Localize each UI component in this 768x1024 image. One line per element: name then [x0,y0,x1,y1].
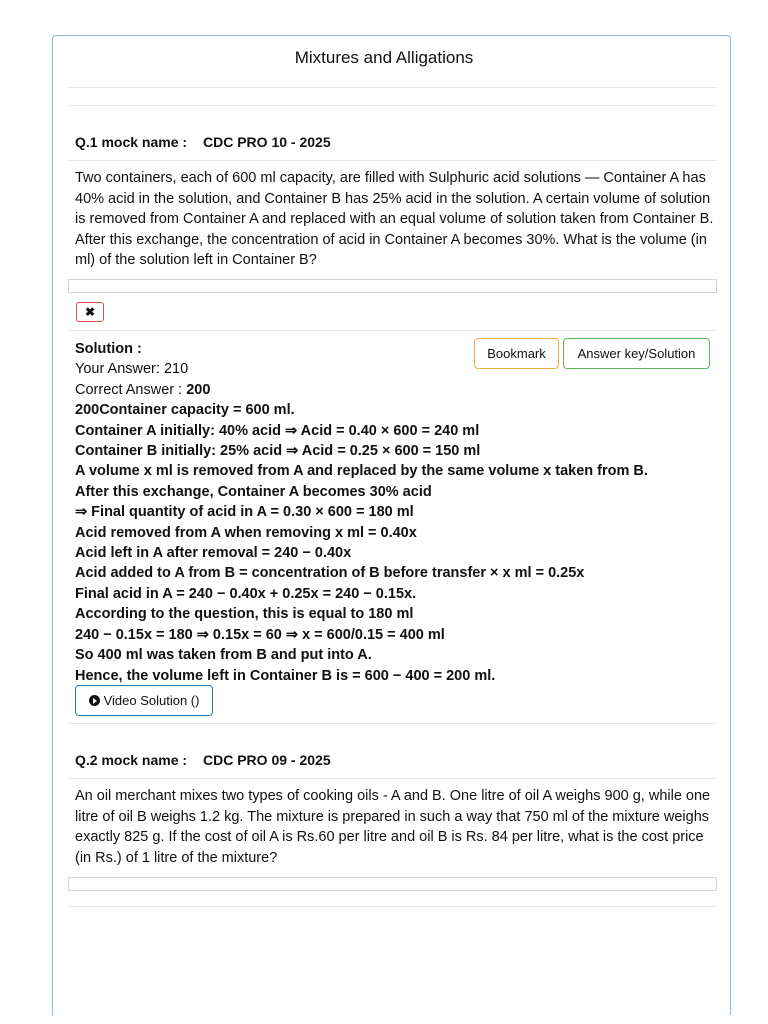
correct-answer: Correct Answer : 200 [75,381,211,398]
solution-line: So 400 ml was taken from B and put into A. [75,647,372,664]
q2-label: Q.2 mock name : [75,752,188,768]
solution-line: Hence, the volume left in Container B is = 600 − 400 = 200 ml. [75,667,496,684]
q1-header [75,134,331,150]
q2-answer-area [68,877,717,891]
divider [68,723,717,724]
solution-line: Acid added to A from B = concentration of B before transfer × x ml = 0.25x [75,565,585,582]
solution-line: ⇒ Final quantity of acid in A = 0.30 × 600 = 180 ml [75,504,414,521]
divider [68,906,717,907]
divider [68,105,717,106]
close-icon: ✖ [84,305,96,319]
solution-line: Container B initially: 25% acid ⇒ Acid = 0.25 × 600 = 150 ml [75,443,481,460]
your-answer: Your Answer: 210 [75,361,189,378]
divider [68,160,717,161]
solution-heading: Solution : [75,341,142,357]
bookmark-button[interactable]: Bookmark [474,338,559,369]
q2-header [75,752,331,768]
q2-question-text: An oil merchant mixes two types of cooking oils - A and B. One litre of oil A weighs 900 g, while one litre of oil B weighs 1.2 kg. The mixture is prepared in such a way that 750 ml of the mixture weighs exactly 825 g. If the cost of oil A is Rs.60 per litre and oil B is Rs. 84 per litre, what is the cost price (in Rs.) of 1 litre of the mixture? [75,788,711,866]
solution-line: A volume x ml is removed from A and replaced by the same volume x taken from B. [75,463,648,480]
solution-line: After this exchange, Container A becomes 30% acid [75,483,432,500]
solution-line: 200Container capacity = 600 ml. [75,402,295,419]
solution-line: According to the question, this is equal to 180 ml [75,606,414,623]
page-title: Mixtures and Alligations [294,48,474,67]
correct-answer-value: 200 [186,381,211,398]
your-answer-value: 210 [163,361,189,378]
divider [68,778,717,779]
solution-line: Final acid in A = 240 − 0.40x + 0.25x = 240 − 0.15x. [75,585,417,602]
q2-mock-name: CDC PRO 09 - 2025 [203,752,331,768]
play-circle-icon [89,695,100,706]
video-solution-label: Video Solution () [103,693,200,708]
q1-label: Q.1 mock name : [75,134,188,150]
answer-key-button[interactable]: Answer key/Solution [563,338,710,369]
solution-line: Acid removed from A when removing x ml = 0.40x [75,524,417,541]
solution-section [75,339,715,686]
divider [68,87,717,88]
solution-line: Acid left in A after removal = 240 − 0.40x [75,545,352,562]
wrong-answer-badge [76,302,104,322]
divider [68,330,717,331]
video-solution-button[interactable] [75,685,213,716]
q1-mock-name: CDC PRO 10 - 2025 [203,134,331,150]
q1-answer-area [68,279,717,293]
solution-line: Container A initially: 40% acid ⇒ Acid = 0.40 × 600 = 240 ml [75,422,480,439]
solution-line: 240 − 0.15x = 180 ⇒ 0.15x = 60 ⇒ x = 600/0.15 = 400 ml [75,626,445,643]
q1-question-text: Two containers, each of 600 ml capacity, are filled with Sulphuric acid solutions — Container A has 40% acid in the solution, and Container B has 25% acid in the solution. A certain volume of solution is removed from Container A and replaced with an equal volume of solution taken from Container B. After this exchange, the concentration of acid in Container A becomes 30%. What is the volume (in ml) of the solution left in Container B? [75,170,714,268]
